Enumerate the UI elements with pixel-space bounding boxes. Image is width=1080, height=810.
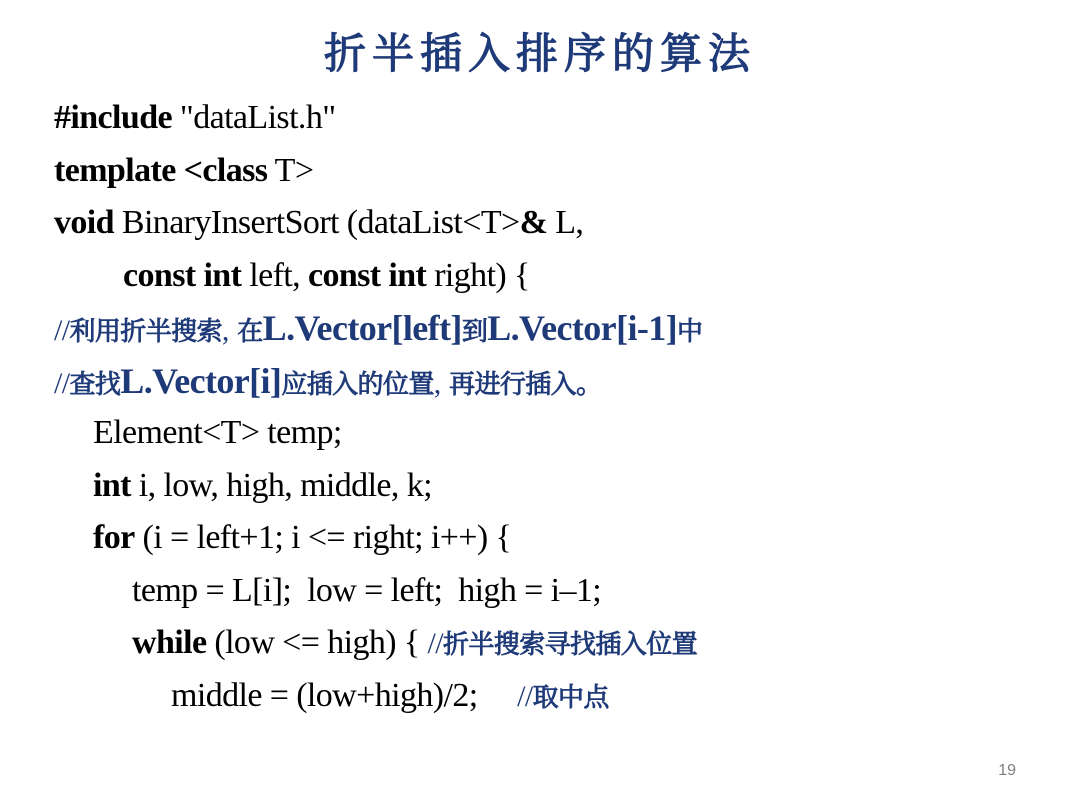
keyword: for xyxy=(93,519,135,556)
comment-text: 查找 xyxy=(69,369,121,400)
code-line-while xyxy=(54,617,1054,670)
code-text: Element<T> temp; xyxy=(93,414,342,451)
keyword: while xyxy=(132,624,207,661)
code-line-template xyxy=(54,145,1054,198)
code-text: (low <= high) { xyxy=(206,624,428,661)
page-number: 19 xyxy=(998,762,1016,779)
comment-slash: // xyxy=(517,679,533,713)
code-line-params xyxy=(54,250,1054,303)
comment-text: 到 xyxy=(461,317,488,347)
code-text: i, low, high, middle, k; xyxy=(130,466,432,504)
code-line-for xyxy=(54,512,1054,565)
comment-slash: // xyxy=(54,366,70,400)
comment-punct: , xyxy=(221,314,229,347)
comment-text: 取中点 xyxy=(532,682,609,713)
comment-punct: , xyxy=(433,366,441,400)
comment-text: 利用折半搜索 xyxy=(69,317,222,347)
code-comment-2 xyxy=(54,355,1054,408)
code-line-temp-decl xyxy=(54,407,1054,460)
code-text: right) { xyxy=(426,256,530,294)
comment-text: 应插入的位置 xyxy=(281,369,434,400)
code-comment-1 xyxy=(54,302,1054,355)
keyword: int xyxy=(93,466,131,504)
keyword: & xyxy=(519,204,548,241)
code-text: (i = left+1; i <= right; i++) { xyxy=(134,519,512,556)
comment-code: L.Vector[i] xyxy=(120,360,282,401)
code-line-int-decl xyxy=(54,460,1054,513)
comment-code: L.Vector[left] xyxy=(262,308,462,348)
comment-text: 中 xyxy=(677,317,703,347)
slide-title: 折半插入排序的算法 xyxy=(323,29,756,78)
comment-text: 再进行插入。 xyxy=(440,369,602,400)
code-text: L, xyxy=(547,204,584,241)
code-block xyxy=(54,92,1054,722)
comment-text: 在 xyxy=(228,317,263,347)
code-line-middle xyxy=(54,670,1054,723)
comment-slash: // xyxy=(427,627,443,660)
code-text: middle = (low+high)/2; xyxy=(171,676,518,714)
code-text: left, xyxy=(241,256,308,294)
keyword: const int xyxy=(307,256,427,294)
code-line-signature xyxy=(54,197,1054,250)
code-text: "dataList.h" xyxy=(172,99,336,136)
keyword: template <class xyxy=(54,151,268,189)
comment-code: L.Vector[i-1] xyxy=(487,308,678,348)
keyword: const int xyxy=(123,256,242,294)
comment-slash: // xyxy=(54,314,70,347)
keyword: void xyxy=(54,204,114,241)
code-text: T> xyxy=(267,151,314,189)
code-text: BinaryInsertSort (dataList<T> xyxy=(113,204,520,241)
code-line-assign xyxy=(54,565,1054,618)
comment-text: 折半搜索寻找插入位置 xyxy=(443,630,698,660)
code-text: temp = L[i]; low = left; high = i–1; xyxy=(132,571,602,609)
code-line-include xyxy=(54,92,1054,145)
keyword: #include xyxy=(54,99,173,136)
